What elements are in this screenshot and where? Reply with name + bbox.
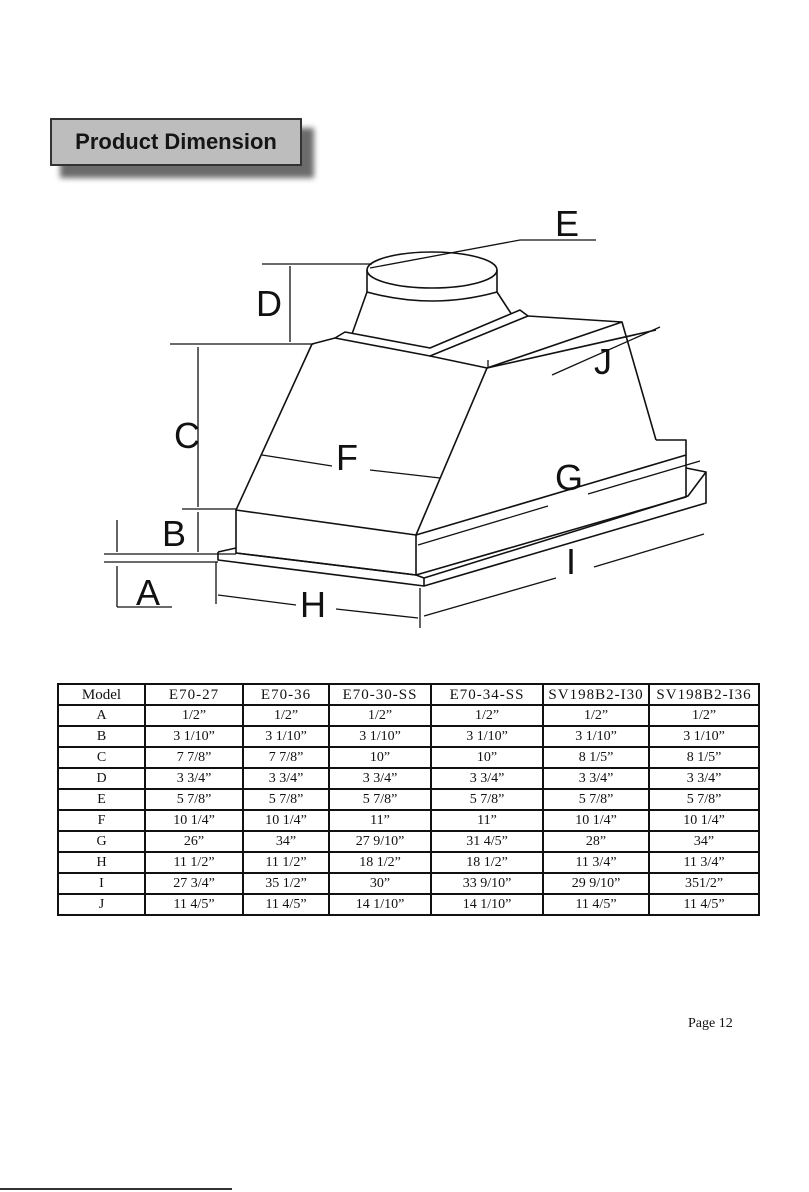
table-row: [58, 810, 759, 831]
dimension-value-cell: 11 3/4”: [543, 852, 649, 873]
dimension-value-cell: 18 1/2”: [329, 852, 431, 873]
dimension-value-cell: 3 3/4”: [243, 768, 329, 789]
dimension-value-cell: 3 3/4”: [649, 768, 759, 789]
dimension-value-cell: 1/2”: [431, 705, 543, 726]
dimension-letter-cell: H: [58, 852, 145, 873]
dimension-value-cell: 28”: [543, 831, 649, 852]
label-f: F: [336, 437, 358, 478]
dimension-value-cell: 3 3/4”: [543, 768, 649, 789]
section-title: Product Dimension: [50, 118, 302, 166]
dimension-value-cell: 30”: [329, 873, 431, 894]
table-row: [58, 747, 759, 768]
dimension-value-cell: 3 3/4”: [431, 768, 543, 789]
table-row: [58, 894, 759, 915]
dimension-value-cell: 1/2”: [243, 705, 329, 726]
table-row: [58, 789, 759, 810]
dimension-table: [57, 683, 760, 916]
dimension-value-cell: 18 1/2”: [431, 852, 543, 873]
dimension-value-cell: 10 1/4”: [243, 810, 329, 831]
dimension-value-cell: 26”: [145, 831, 243, 852]
dimension-value-cell: 7 7/8”: [243, 747, 329, 768]
dimension-value-cell: 14 1/10”: [329, 894, 431, 915]
table-row: [58, 831, 759, 852]
dimension-value-cell: 5 7/8”: [649, 789, 759, 810]
dimension-value-cell: 11 4/5”: [145, 894, 243, 915]
dimension-value-cell: 27 9/10”: [329, 831, 431, 852]
dimension-letter-cell: J: [58, 894, 145, 915]
dimension-value-cell: 29 9/10”: [543, 873, 649, 894]
label-i: I: [566, 541, 577, 582]
dimension-letter-cell: G: [58, 831, 145, 852]
header-cell-model-name: E70-36: [243, 684, 329, 705]
dimension-value-cell: 35 1/2”: [243, 873, 329, 894]
hood-front-face: [236, 344, 487, 535]
label-e: E: [555, 203, 580, 244]
dimension-value-cell: 351/2”: [649, 873, 759, 894]
dimension-letter-cell: A: [58, 705, 145, 726]
dimension-value-cell: 5 7/8”: [243, 789, 329, 810]
dimension-value-cell: 14 1/10”: [431, 894, 543, 915]
dimension-value-cell: 3 3/4”: [329, 768, 431, 789]
dimension-value-cell: 11 4/5”: [243, 894, 329, 915]
dimension-value-cell: 8 1/5”: [649, 747, 759, 768]
dimension-value-cell: 8 1/5”: [543, 747, 649, 768]
dimension-value-cell: 5 7/8”: [431, 789, 543, 810]
dimension-value-cell: 34”: [649, 831, 759, 852]
dimension-letter-cell: F: [58, 810, 145, 831]
dimension-value-cell: 3 1/10”: [543, 726, 649, 747]
header-cell-model-name: E70-34-SS: [431, 684, 543, 705]
dimension-letter-cell: D: [58, 768, 145, 789]
table-row: [58, 873, 759, 894]
dimension-value-cell: 3 1/10”: [145, 726, 243, 747]
dimension-value-cell: 11 1/2”: [145, 852, 243, 873]
label-a: A: [136, 572, 161, 613]
dimension-value-cell: 10”: [431, 747, 543, 768]
dimension-value-cell: 10 1/4”: [145, 810, 243, 831]
page-number: Page 12: [688, 1016, 733, 1031]
dimension-value-cell: 3 1/10”: [431, 726, 543, 747]
dimension-value-cell: 31 4/5”: [431, 831, 543, 852]
dimension-value-cell: 34”: [243, 831, 329, 852]
table-row: [58, 852, 759, 873]
header-cell-model-name: SV198B2-I30: [543, 684, 649, 705]
label-h: H: [300, 584, 326, 625]
dimension-value-cell: 10 1/4”: [543, 810, 649, 831]
dimension-value-cell: 3 1/10”: [649, 726, 759, 747]
dimension-value-cell: 3 1/10”: [243, 726, 329, 747]
label-b: B: [162, 513, 187, 554]
header-cell-model-name: E70-27: [145, 684, 243, 705]
footer-rule: [0, 1188, 232, 1190]
header-cell-model-name: E70-30-SS: [329, 684, 431, 705]
header-cell-model-name: SV198B2-I36: [649, 684, 759, 705]
dimension-value-cell: 1/2”: [145, 705, 243, 726]
dimension-letter-cell: E: [58, 789, 145, 810]
table-row: [58, 726, 759, 747]
table-row: [58, 768, 759, 789]
label-c: C: [174, 415, 200, 456]
dimension-value-cell: 1/2”: [329, 705, 431, 726]
hood-base-plate: [218, 468, 706, 586]
dimension-value-cell: 5 7/8”: [329, 789, 431, 810]
dimension-letter-cell: I: [58, 873, 145, 894]
dimension-value-cell: 7 7/8”: [145, 747, 243, 768]
dimension-value-cell: 11 4/5”: [543, 894, 649, 915]
dimension-value-cell: 11”: [329, 810, 431, 831]
dimension-letter-cell: C: [58, 747, 145, 768]
dimension-value-cell: 5 7/8”: [543, 789, 649, 810]
dimension-value-cell: 1/2”: [543, 705, 649, 726]
product-dimension-diagram: [95, 200, 735, 640]
dimension-value-cell: 11 1/2”: [243, 852, 329, 873]
label-g: G: [555, 457, 584, 498]
dimension-value-cell: 5 7/8”: [145, 789, 243, 810]
duct-base-plate: [335, 310, 528, 356]
dimension-value-cell: 27 3/4”: [145, 873, 243, 894]
label-j: J: [594, 341, 612, 382]
label-d: D: [256, 283, 282, 324]
dimension-value-cell: 11 4/5”: [649, 894, 759, 915]
dimension-letter-cell: B: [58, 726, 145, 747]
dimension-value-cell: 3 3/4”: [145, 768, 243, 789]
duct-collar-top: [367, 252, 497, 288]
table-row: [58, 705, 759, 726]
dimension-value-cell: 1/2”: [649, 705, 759, 726]
dimension-value-cell: 11”: [431, 810, 543, 831]
dimension-value-cell: 10”: [329, 747, 431, 768]
dimension-value-cell: 3 1/10”: [329, 726, 431, 747]
dimension-value-cell: 33 9/10”: [431, 873, 543, 894]
header-cell-model: Model: [58, 684, 145, 705]
table-header-row: [58, 684, 759, 705]
dimension-value-cell: 11 3/4”: [649, 852, 759, 873]
dimension-table-body: [58, 684, 759, 915]
dimension-value-cell: 10 1/4”: [649, 810, 759, 831]
